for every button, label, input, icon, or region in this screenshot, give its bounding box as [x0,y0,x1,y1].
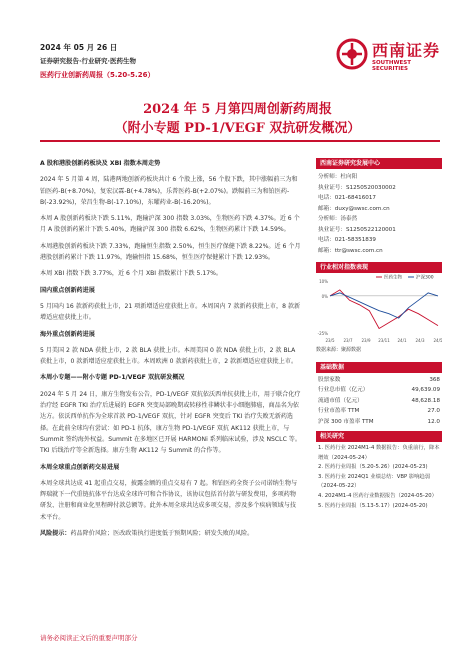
x-tick-label: 23/11 [378,338,390,343]
stat-value: 27.0 [427,408,440,414]
stats-list [316,373,442,428]
analyst-1-email[interactable]: 邮箱：duxy@swsc.com.cn [318,205,390,212]
report-date: 2024 年 05 月 26 日 [40,43,118,52]
stat-row [318,375,440,386]
x-tick-label: 24/1 [397,338,407,343]
analyst-2-name: 分析师：汤泰然 [318,216,358,222]
analyst-2-cert: 执业证号：S1250522120001 [318,226,396,233]
logo-text-en: SOUTHWEST SECURITIES [372,60,411,72]
x-tick-label: 24/3 [415,338,425,343]
related-item[interactable]: 2. 医药行业周报（5.20-5.26）(2024-05-23) [318,464,428,471]
paragraph: 2024 年 5 月第 4 周，陆港两地创新药板块共计 6 个股上涨，56 个股下跌，其中涨幅前三为和铂医药-B(+8.70%)，复宏汉霖-B(+4.78%)，乐普医药-B(+2.07%)。跌幅前三为和铂医药-B(-23.92%)，荣昌生物-B(-17.10%)，东曜药业-B(-16.20%)。 [40,176,298,206]
risk-warning [40,528,302,539]
analyst-section-title: 西南证券研究发展中心 [316,158,442,169]
x-tick-label: 23/5 [325,338,335,343]
report-subtitle: （附小专题 PD-1/VEGF 双抗研发概况） [114,121,361,136]
stat-label: 流通市值（亿元） [318,397,363,404]
main-content [40,158,302,539]
legend-label: 沪深300 [416,275,434,281]
stat-label: 沪深 300 市盈率 TTM [318,418,374,425]
y-tick-label: 10% [319,279,328,284]
x-tick-label: 23/7 [343,338,353,343]
logo-emblem-icon [336,38,368,70]
line-chart [316,273,442,345]
related-item[interactable]: 4. 2024M1-4 医药行业数据报告（2024-05-20） [318,492,437,499]
legend-label: 医药生物 [384,275,402,281]
company-logo [336,36,446,76]
analyst-2-phone: 电话：021-58351839 [318,237,376,243]
chart-source: 数据来源：聚源数据 [316,347,362,353]
section-title-topic: 本周小专题——附小专题 PD-1/VEGF 双抗研发概况 [40,374,185,382]
risk-title: 风险提示： [40,530,71,538]
stat-row [318,417,440,428]
relative-index-chart [316,273,442,345]
paragraph: 本周全球共达成 41 起重点交易，披露金额的重点交易有 7 起。和铂医药全资子公司诺纳生物与辉瑞就下一代重链抗体平台达成全球许可和合作协议，该协议包括首付款与研发费用，多项药物研发、注册和商业化里程碑付款总额等。此外本周全球共达成多项交易，涉及多个疾病领域与技术平台。 [40,479,298,521]
section-title-overseas: 海外重点创新药进展 [40,330,95,338]
stat-label: 股票家数 [318,376,341,383]
logo-text-cn: 西南证券 [372,41,441,60]
related-item[interactable]: 5. 医药行业周报（5.13-5.17）(2024-05-20) [318,502,428,509]
analyst-1-phone: 电话：021-68416017 [318,195,376,201]
related-list [316,442,442,511]
report-category: 证券研究报告·行业研究·医药生物 [40,57,136,65]
title-divider [40,140,440,142]
chart-section-title: 行业相对指数表现 [316,262,442,273]
y-tick-label: -25% [317,331,328,336]
section-title-domestic: 国内重点创新药进展 [40,286,95,294]
stat-row [318,406,440,417]
paragraph: 本周 A 股创新药板块下跌 5.11%，跑输沪深 300 指数 3.03%，生物医药下跌 4.37%。近 6 个月 A 股创新药累计下跌 5.40%，跑输沪深 300 指数 6.62%，生物医药累计下跌 14.59%。 [40,215,300,234]
related-section-title: 相关研究 [316,431,442,442]
analyst-2-email[interactable]: 邮箱：ttr@swsc.com.cn [318,247,383,254]
stat-value: 48,628.18 [411,397,440,404]
stat-row [318,385,440,396]
x-tick-label: 24/5 [433,338,442,343]
paragraph: 5 月美国 2 款 NDA 获批上市，2 款 BLA 获批上市。本周美国 0 款 NDA 获批上市，2 款 BLA 获批上市，0 款新增适应症获批上市。本周欧洲 0 款新药获批上市，2 款新增适应症获批上市。 [40,346,298,366]
section-title-market: A 股和港股创新药板块及 XBI 指数本周走势 [40,160,161,167]
paragraph: 本周港股创新药板块下跌 7.33%，跑输恒生指数 2.50%，恒生医疗保健下跌 8.22%。近 6 个月港股创新药累计下跌 11.97%，跑输恒指 15.68%，恒生医疗保健累计下跌 12.93%。 [40,242,301,262]
y-tick-label: 0% [321,293,328,299]
x-tick-label: 23/9 [361,338,371,343]
analyst-1-name: 分析师：杜向阳 [318,174,358,180]
paragraph: 本周 XBI 指数下跌 3.77%，近 6 个月 XBI 指数累计下跌 5.17%。 [40,270,222,278]
report-title: 2024 年 5 月第四周创新药周报 [143,102,332,117]
related-item[interactable]: 3. 医药行业 2024Q1 业绩总结：VBP 影响趋弱（2024-05-22） [318,473,431,490]
section-title-deals: 本周全球重点创新药交易进展 [40,463,120,471]
report-series: 医药行业创新药周报（5.20-5.26） [40,71,155,79]
stat-row [318,396,440,407]
stat-value: 368 [429,376,440,383]
stat-value: 49,639.09 [411,387,440,393]
footer-disclaimer: 请务必阅读正文后的重要声明部分 [40,634,138,642]
analyst-1-cert: 执业证号：S1250520030002 [318,184,396,191]
sidebar [316,158,442,511]
paragraph: 5 月国内 16 款新药获批上市，21 项新增适应症获批上市。本周国内 7 款新药获批上市，8 款新增适应症获批上市。 [40,302,301,322]
stat-value: 12.0 [427,418,440,425]
risk-text: 药品降价风险；医改政策执行进度低于预期风险；研发失败的风险。 [70,530,254,538]
stat-label: 行业市盈率 TTM [318,408,360,414]
stats-section-title: 基础数据 [316,362,442,373]
stat-label: 行业总市值（亿元） [318,387,369,393]
related-item[interactable]: 1. 医药行业 2024M1-4 数据报告：负重前行，降本增效（2024-05-24） [318,445,440,461]
paragraph: 2024 年 5 月 24 日，康方生物发布公告，PD-1/VEGF 双抗依沃西单抗获批上市，用于联合化疗治疗经 EGFR TKI 治疗后进展的 EGFR 突变局部晚期或转移性非鳞状非小细胞肺癌，商品名为依达方。依沃西单抗作为全球首款 PD-1/VEGF 双抗，针对 EGFR 突变后 TKI 治疗失败无新药选择。在此前全球均有尝试：如 PD-1 抗体，康方生物 PD-1/VEGF 双抗 AK112 获批上市，与 Summit 签约海外权益。Summit 在多地区已开展 HARMONi 系列临床试验，涉及 NSCLC 等。TKI 后线治疗等全新选择。康方生物 AK112 与 Summit 的合作等。 [40,390,301,455]
